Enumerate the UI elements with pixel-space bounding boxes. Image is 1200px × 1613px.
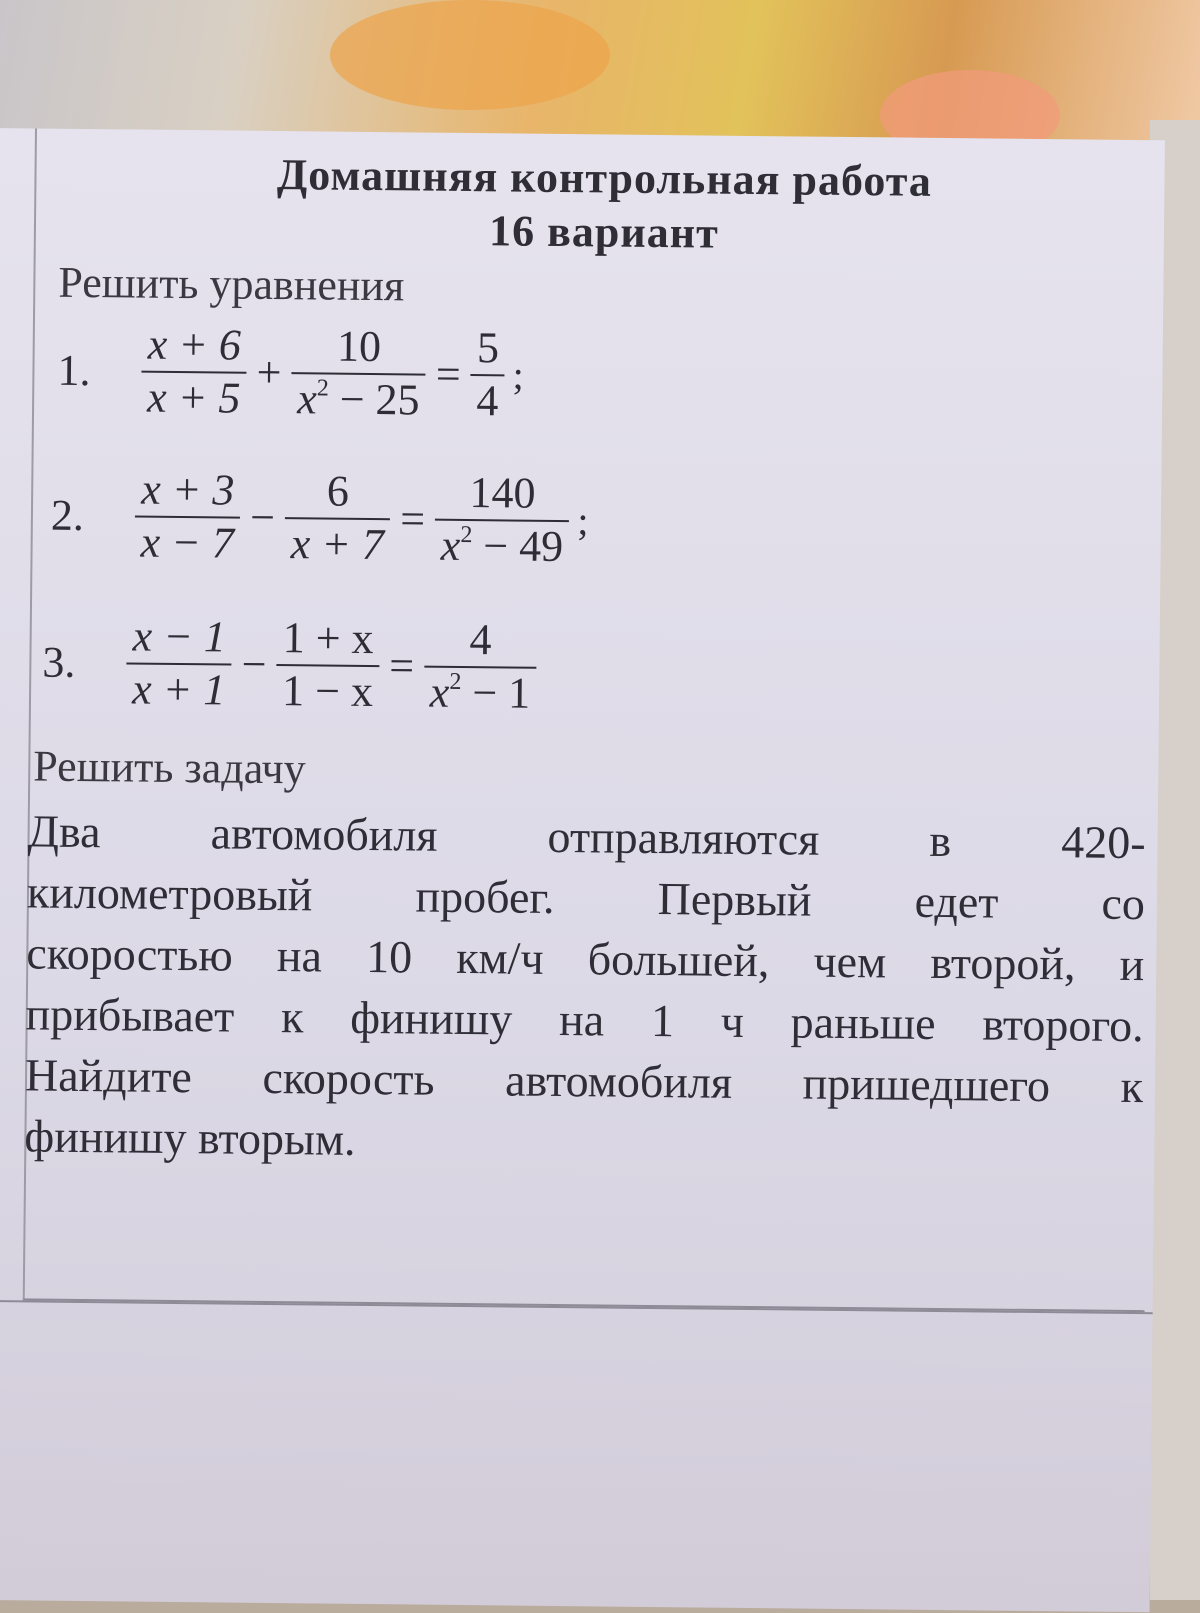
equals-sign: = — [389, 641, 415, 691]
fraction — [470, 323, 505, 427]
denominator-rest: − 49 — [472, 520, 564, 571]
denominator: x + 1 — [131, 664, 226, 715]
fraction — [126, 611, 232, 715]
section-heading-problem: Решить задачу — [33, 741, 306, 794]
equation-3 — [42, 611, 541, 719]
fraction — [141, 320, 247, 424]
equals-sign: = — [435, 349, 461, 400]
equation-2 — [50, 464, 589, 573]
denominator — [435, 520, 570, 572]
problem-line: Найдите скорость автомобиля пришедшего к — [24, 1049, 1144, 1113]
problem-line: скоростью на 10 км/ч большей, чем второй, и — [26, 927, 1145, 991]
problem-line: Два автомобиля отправляются в 420- — [27, 805, 1146, 869]
fraction — [134, 465, 240, 569]
semicolon: ; — [577, 498, 589, 544]
denominator — [424, 667, 537, 719]
numerator: x + 3 — [140, 464, 235, 515]
fraction — [276, 613, 380, 717]
word-problem-text — [24, 800, 1146, 1178]
exponent: 2 — [449, 668, 462, 695]
problem-line: километровый пробег. Первый едет со — [26, 866, 1146, 930]
numerator: 5 — [476, 323, 500, 373]
numerator: 4 — [469, 615, 492, 665]
denominator: 1 − x — [281, 665, 374, 716]
operator: − — [241, 639, 267, 690]
denominator-base: x — [429, 667, 450, 717]
numerator: 10 — [336, 321, 382, 372]
denominator: x − 7 — [140, 517, 235, 568]
background-orange-spot — [330, 0, 610, 110]
exponent: 2 — [460, 521, 473, 548]
denominator-rest: − 1 — [461, 667, 531, 718]
fraction — [424, 615, 537, 719]
problem-line: финишу вторым. — [24, 1110, 356, 1165]
denominator — [291, 374, 426, 426]
semicolon: ; — [512, 352, 525, 398]
worksheet-variant: 16 вариант — [488, 206, 719, 258]
fraction — [284, 466, 390, 570]
numerator: 1 + x — [282, 613, 374, 664]
denominator-rest: − 25 — [328, 374, 420, 425]
equation-number: 1. — [57, 345, 91, 396]
numerator: x − 1 — [132, 611, 227, 662]
operator: − — [249, 492, 276, 543]
fraction — [291, 321, 426, 426]
numerator: 140 — [469, 468, 536, 518]
numerator: x + 6 — [147, 319, 242, 370]
equation-number: 2. — [50, 490, 85, 541]
denominator-base: x — [440, 520, 461, 570]
numerator: 6 — [326, 466, 350, 516]
worksheet-paper — [0, 128, 1165, 1612]
equals-sign: = — [399, 494, 426, 544]
denominator: 4 — [476, 375, 499, 425]
denominator: x + 5 — [146, 372, 241, 423]
problem-line: прибывает к финишу на 1 ч раньше второго. — [25, 988, 1144, 1052]
fraction — [435, 468, 570, 573]
equation-1 — [57, 319, 524, 427]
section-heading-equations: Решить уравнения — [58, 257, 405, 311]
worksheet-title: Домашняя контрольная работа — [276, 150, 933, 206]
equation-number: 3. — [42, 637, 76, 688]
denominator: x + 7 — [290, 518, 385, 569]
exponent: 2 — [316, 375, 330, 402]
operator: + — [256, 347, 282, 398]
denominator-base: x — [296, 373, 318, 424]
